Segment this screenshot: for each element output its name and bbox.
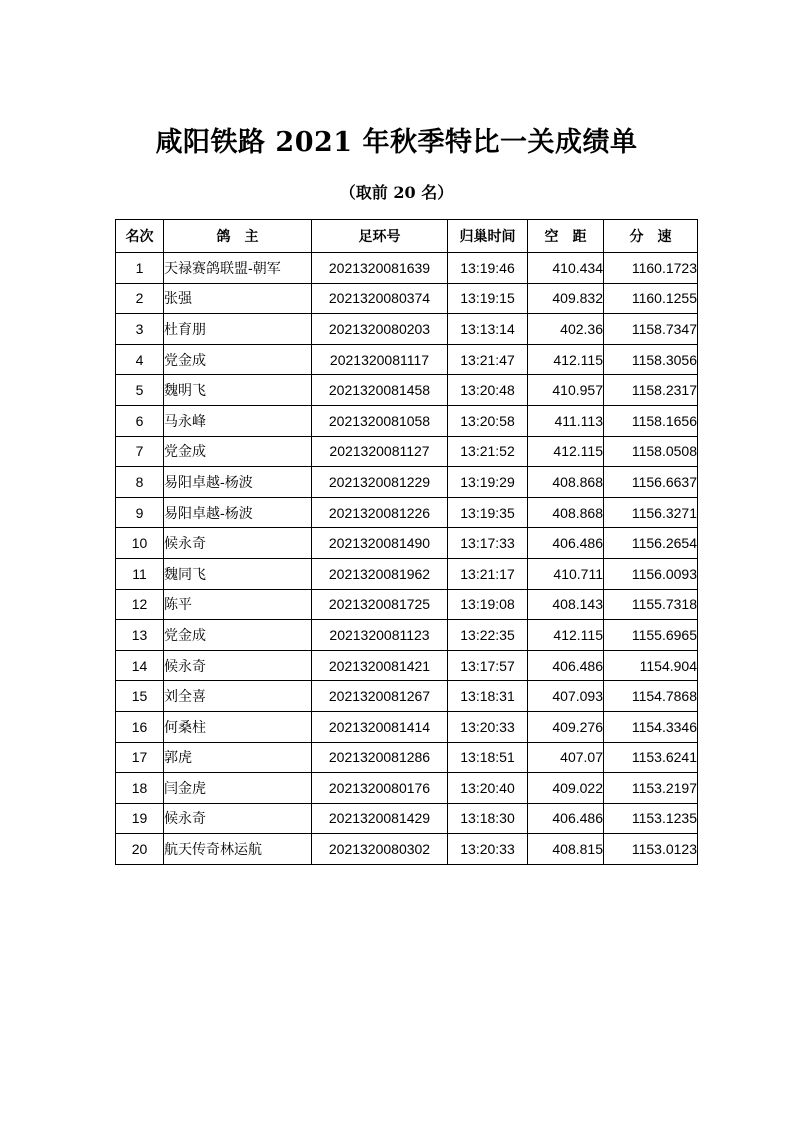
cell-ring-number: 2021320081725 — [312, 589, 448, 620]
cell-ring-number: 2021320081229 — [312, 467, 448, 498]
cell-return-time: 13:20:58 — [448, 405, 528, 436]
cell-owner: 魏同飞 — [164, 558, 312, 589]
header-distance: 空 距 — [528, 220, 604, 253]
cell-return-time: 13:19:46 — [448, 253, 528, 284]
cell-owner: 马永峰 — [164, 405, 312, 436]
cell-distance: 408.868 — [528, 497, 604, 528]
cell-ring-number: 2021320081962 — [312, 558, 448, 589]
cell-return-time: 13:17:57 — [448, 650, 528, 681]
cell-speed: 1154.7868 — [604, 681, 698, 712]
cell-rank: 9 — [116, 497, 164, 528]
cell-distance: 409.832 — [528, 283, 604, 314]
cell-speed: 1160.1255 — [604, 283, 698, 314]
cell-rank: 6 — [116, 405, 164, 436]
cell-rank: 18 — [116, 773, 164, 804]
cell-return-time: 13:18:31 — [448, 681, 528, 712]
cell-owner: 易阳卓越-杨波 — [164, 467, 312, 498]
cell-rank: 16 — [116, 711, 164, 742]
cell-distance: 406.486 — [528, 650, 604, 681]
table-row — [116, 711, 698, 742]
cell-ring-number: 2021320081123 — [312, 620, 448, 651]
cell-return-time: 13:19:29 — [448, 467, 528, 498]
header-time: 归巢时间 — [448, 220, 528, 253]
header-row — [116, 220, 698, 253]
cell-speed: 1158.1656 — [604, 405, 698, 436]
cell-return-time: 13:20:48 — [448, 375, 528, 406]
cell-speed: 1158.2317 — [604, 375, 698, 406]
cell-distance: 410.434 — [528, 253, 604, 284]
cell-speed: 1156.2654 — [604, 528, 698, 559]
cell-return-time: 13:21:17 — [448, 558, 528, 589]
cell-distance: 407.07 — [528, 742, 604, 773]
cell-speed: 1155.7318 — [604, 589, 698, 620]
cell-distance: 402.36 — [528, 314, 604, 345]
cell-return-time: 13:21:52 — [448, 436, 528, 467]
cell-distance: 408.143 — [528, 589, 604, 620]
cell-speed: 1154.3346 — [604, 711, 698, 742]
cell-speed: 1160.1723 — [604, 253, 698, 284]
cell-distance: 409.276 — [528, 711, 604, 742]
cell-return-time: 13:21:47 — [448, 344, 528, 375]
header-ring: 足环号 — [312, 220, 448, 253]
cell-return-time: 13:20:33 — [448, 834, 528, 865]
cell-owner: 天禄赛鸽联盟-朝军 — [164, 253, 312, 284]
cell-ring-number: 2021320081458 — [312, 375, 448, 406]
table-row — [116, 742, 698, 773]
cell-rank: 2 — [116, 283, 164, 314]
cell-ring-number: 2021320081429 — [312, 803, 448, 834]
cell-owner: 杜育朋 — [164, 314, 312, 345]
cell-ring-number: 2021320081226 — [312, 497, 448, 528]
cell-distance: 412.115 — [528, 436, 604, 467]
table-row — [116, 773, 698, 804]
header-rank: 名次 — [116, 220, 164, 253]
cell-ring-number: 2021320081421 — [312, 650, 448, 681]
table-row — [116, 650, 698, 681]
table-row — [116, 558, 698, 589]
cell-rank: 11 — [116, 558, 164, 589]
cell-distance: 412.115 — [528, 620, 604, 651]
cell-rank: 7 — [116, 436, 164, 467]
cell-owner: 郭虎 — [164, 742, 312, 773]
cell-distance: 410.711 — [528, 558, 604, 589]
cell-distance: 408.815 — [528, 834, 604, 865]
cell-rank: 19 — [116, 803, 164, 834]
cell-speed: 1155.6965 — [604, 620, 698, 651]
cell-distance: 410.957 — [528, 375, 604, 406]
cell-owner: 候永奇 — [164, 528, 312, 559]
cell-owner: 党金成 — [164, 436, 312, 467]
cell-ring-number: 2021320081267 — [312, 681, 448, 712]
cell-owner: 候永奇 — [164, 803, 312, 834]
cell-rank: 8 — [116, 467, 164, 498]
cell-rank: 20 — [116, 834, 164, 865]
cell-ring-number: 2021320080302 — [312, 834, 448, 865]
table-row — [116, 497, 698, 528]
cell-speed: 1156.6637 — [604, 467, 698, 498]
cell-return-time: 13:19:08 — [448, 589, 528, 620]
cell-rank: 3 — [116, 314, 164, 345]
cell-rank: 12 — [116, 589, 164, 620]
cell-return-time: 13:17:33 — [448, 528, 528, 559]
table-row — [116, 834, 698, 865]
results-table-header — [116, 220, 698, 253]
cell-owner: 何桑柱 — [164, 711, 312, 742]
cell-rank: 5 — [116, 375, 164, 406]
cell-ring-number: 2021320081414 — [312, 711, 448, 742]
cell-owner: 候永奇 — [164, 650, 312, 681]
cell-ring-number: 2021320081639 — [312, 253, 448, 284]
cell-owner: 刘全喜 — [164, 681, 312, 712]
cell-rank: 10 — [116, 528, 164, 559]
cell-rank: 15 — [116, 681, 164, 712]
header-owner: 鸽 主 — [164, 220, 312, 253]
table-row — [116, 681, 698, 712]
cell-owner: 张强 — [164, 283, 312, 314]
cell-return-time: 13:22:35 — [448, 620, 528, 651]
cell-ring-number: 2021320080203 — [312, 314, 448, 345]
cell-return-time: 13:13:14 — [448, 314, 528, 345]
cell-rank: 13 — [116, 620, 164, 651]
cell-ring-number: 2021320081286 — [312, 742, 448, 773]
cell-speed: 1158.3056 — [604, 344, 698, 375]
cell-ring-number: 2021320081490 — [312, 528, 448, 559]
cell-distance: 406.486 — [528, 803, 604, 834]
cell-return-time: 13:20:33 — [448, 711, 528, 742]
cell-speed: 1158.0508 — [604, 436, 698, 467]
cell-ring-number: 2021320080176 — [312, 773, 448, 804]
cell-speed: 1153.0123 — [604, 834, 698, 865]
table-row — [116, 283, 698, 314]
cell-distance: 411.113 — [528, 405, 604, 436]
table-row — [116, 803, 698, 834]
table-row — [116, 436, 698, 467]
cell-owner: 陈平 — [164, 589, 312, 620]
table-row — [116, 314, 698, 345]
cell-distance: 407.093 — [528, 681, 604, 712]
cell-return-time: 13:19:35 — [448, 497, 528, 528]
cell-distance: 408.868 — [528, 467, 604, 498]
table-row — [116, 620, 698, 651]
cell-rank: 1 — [116, 253, 164, 284]
cell-speed: 1156.3271 — [604, 497, 698, 528]
page-title: 咸阳铁路 2021 年秋季特比一关成绩单 — [155, 127, 638, 158]
cell-ring-number: 2021320081058 — [312, 405, 448, 436]
table-row — [116, 405, 698, 436]
cell-ring-number: 2021320081127 — [312, 436, 448, 467]
results-table — [115, 219, 698, 865]
cell-distance: 412.115 — [528, 344, 604, 375]
cell-speed: 1158.7347 — [604, 314, 698, 345]
results-table-body — [116, 253, 698, 865]
cell-speed: 1153.6241 — [604, 742, 698, 773]
cell-rank: 17 — [116, 742, 164, 773]
cell-rank: 14 — [116, 650, 164, 681]
table-row — [116, 344, 698, 375]
cell-owner: 闫金虎 — [164, 773, 312, 804]
cell-return-time: 13:20:40 — [448, 773, 528, 804]
header-speed: 分 速 — [604, 220, 698, 253]
table-row — [116, 528, 698, 559]
table-row — [116, 467, 698, 498]
cell-return-time: 13:18:30 — [448, 803, 528, 834]
cell-distance: 409.022 — [528, 773, 604, 804]
cell-ring-number: 2021320081117 — [312, 344, 448, 375]
cell-owner: 党金成 — [164, 620, 312, 651]
cell-owner: 魏明飞 — [164, 375, 312, 406]
cell-return-time: 13:18:51 — [448, 742, 528, 773]
cell-owner: 航天传奇林运航 — [164, 834, 312, 865]
cell-return-time: 13:19:15 — [448, 283, 528, 314]
table-row — [116, 375, 698, 406]
cell-owner: 易阳卓越-杨波 — [164, 497, 312, 528]
cell-speed: 1156.0093 — [604, 558, 698, 589]
cell-speed: 1153.2197 — [604, 773, 698, 804]
page-subtitle: （取前 20 名） — [339, 183, 454, 202]
cell-owner: 党金成 — [164, 344, 312, 375]
cell-ring-number: 2021320080374 — [312, 283, 448, 314]
table-row — [116, 589, 698, 620]
cell-rank: 4 — [116, 344, 164, 375]
cell-speed: 1153.1235 — [604, 803, 698, 834]
cell-speed: 1154.904 — [604, 650, 698, 681]
cell-distance: 406.486 — [528, 528, 604, 559]
table-row — [116, 253, 698, 284]
